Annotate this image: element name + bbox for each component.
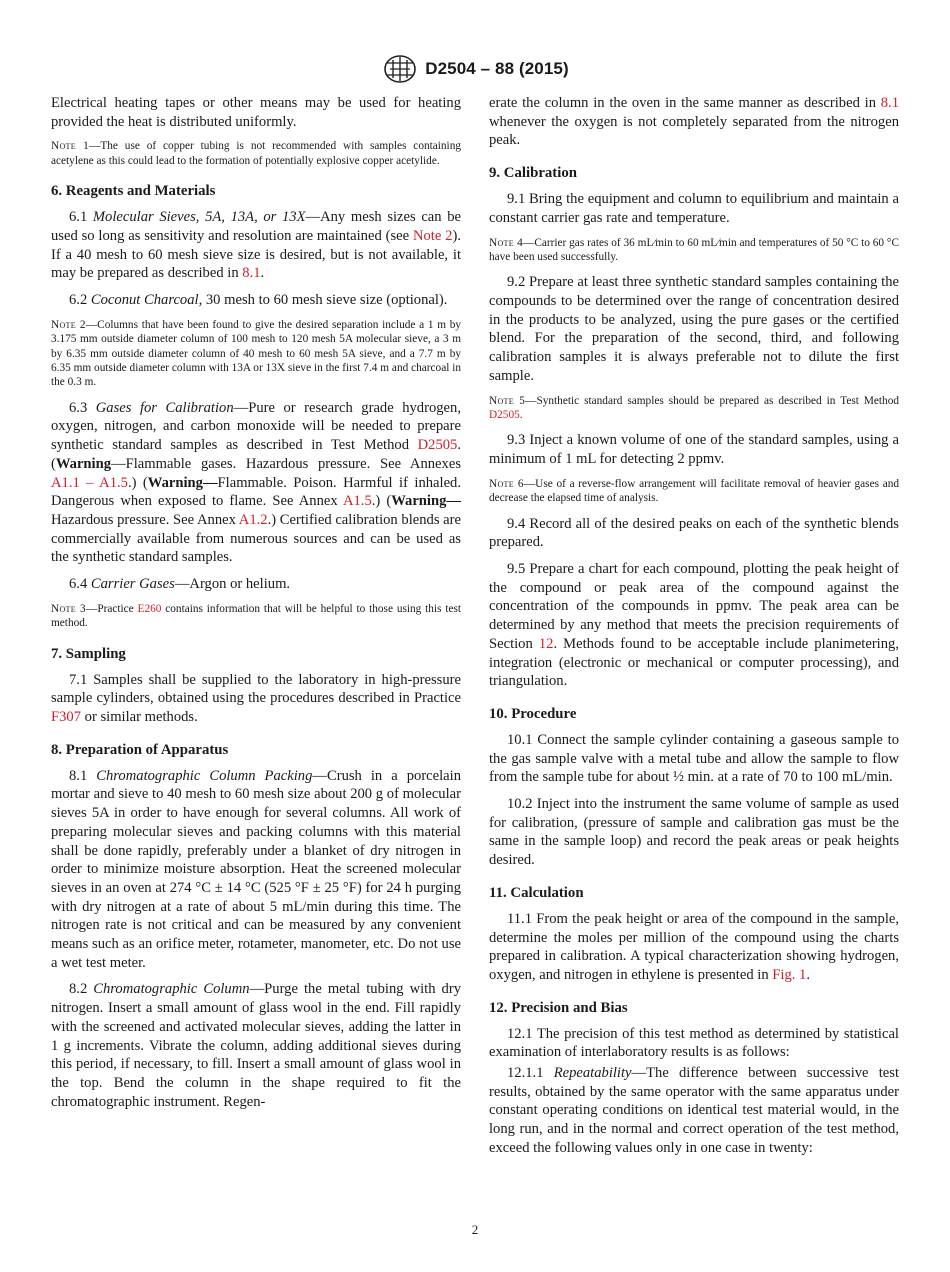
note-5-text-b: . [519, 408, 523, 421]
paragraph-6-4-number: 6.4 [69, 576, 91, 593]
paragraph-6-3-text-g: Hazardous pressure. See Annex [51, 511, 239, 528]
paragraph-7-1 [51, 671, 461, 727]
paragraph-10-2: 10.2 Inject into the instrument the same volume of sample as used for calibration, (pressure of sample and calibration gas must be the same in the sample loop) and record the peak areas or peak heights desired. [489, 796, 899, 869]
paragraph-8-1-number: 8.1 [69, 767, 97, 784]
paragraph-6-4-text: —Argon or helium. [174, 576, 291, 593]
page-header [0, 54, 950, 84]
paragraph-12-1-1-number: 12.1.1 [507, 1065, 554, 1082]
note-3-label: Note 3 [51, 602, 87, 615]
paragraph-6-1-number: 6.1 [69, 209, 93, 226]
note-2 [51, 318, 461, 390]
note-4-label: Note 4 [489, 236, 524, 249]
note-3-text-b: contains information that will be helpful to those using this test method. [51, 602, 462, 630]
note-5-label: Note 5 [489, 394, 526, 407]
paragraph-6-3-text-c: —Flammable gases. Hazardous pressure. See Annexes [111, 455, 461, 472]
note-5-text-a: —Synthetic standard samples should be prepared as described in Test Method [525, 394, 900, 407]
section-7-heading: 7. Sampling [51, 645, 126, 662]
paragraph-9-5-text-a: 9.5 Prepare a chart for each compound, plotting the peak height of the compound or peak area of the compound against the concentration of the compounds in ppmv. The peak area can be determined by any method that meets the precision requirements of Section [489, 560, 899, 652]
note-1-text: —The use of copper tubing is not recommended with samples containing acetylene as this could lead to the formation of potentially explosive copper acetylide. [51, 140, 461, 167]
link-d2505-note5[interactable]: D2505 [489, 408, 520, 421]
paragraph-11-1 [489, 910, 899, 985]
note-4-text: —Carrier gas rates of 36 mL⁄min to 60 mL⁄min and temperatures of 50 °C to 60 °C have been used successfully. [489, 236, 899, 263]
paragraph-9-3: 9.3 Inject a known volume of one of the standard samples, using a minimum of 1 mL for detecting 2 ppmv. [489, 432, 899, 468]
paragraph-12-1-1-title: Repeatability [553, 1065, 632, 1082]
note-3 [51, 602, 461, 631]
paragraph-9-4: 9.4 Record all of the desired peaks on each of the synthetic blends prepared. [489, 515, 899, 551]
link-d2505[interactable]: D2505 [417, 437, 458, 454]
warning-label-2: Warning— [147, 474, 218, 491]
paragraph-11-1-text-a: 11.1 From the peak height or area of the compound in the sample, determine the moles per million of the compound using the charts prepared in calibration. A typical characterization showing hydrogen, oxygen, and nitrogen in ethylene is presented in [489, 910, 899, 983]
paragraph-10-1: 10.1 Connect the sample cylinder containing a gaseous sample to the gas sample valve with a metal tube and allow the sample to flow from the sample tube for about ½ min. at a rate of 70 to 100 mL/min. [489, 731, 899, 786]
note-6-label: Note 6 [489, 477, 524, 490]
paragraph-8-2-number: 8.2 [69, 981, 94, 998]
link-e260[interactable]: E260 [137, 602, 162, 615]
paragraph-8-1-text: —Crush in a porcelain mortar and sieve to 40 mesh to 60 mesh size about 200 g of molecular sieves 5A in order to have enough for several columns. All work of preparing molecular sieves and packing columns with this material shall be done rapidly, preferably under a blanket of dry nitrogen in order to minimize moisture absorption. Heat the screened molecular sieves in an oven at 274 °C ± 14 °C (525 °F ± 25 °F) for 24 h purging with dry nitrogen at a rate of about 5 mL/min during this time. The nitrogen rate is not critical and can be measured by any convenient means such as an orifice meter, rotameter, manometer, etc. Do not use a wet test meter. [51, 767, 462, 971]
right-column [489, 94, 899, 1166]
paragraph-6-2-text: 30 mesh to 60 mesh sieve size (optional). [202, 292, 448, 309]
paragraph-9-2: 9.2 Prepare at least three synthetic standard samples containing the compounds to be determined over the range of concentration desired in the products to be analyzed, using the pure gases or the certified blend. For the preparation of the second, third, and following calibration samples it is always preferable not to dilute the first sample. [489, 274, 899, 384]
paragraph-6-1 [51, 208, 461, 283]
note-2-label: Note 2 [51, 318, 86, 331]
link-8-1-right[interactable]: 8.1 [880, 95, 899, 111]
paragraph-9-1: 9.1 Bring the equipment and column to equilibrium and maintain a constant carrier gas rate and temperature. [489, 191, 899, 226]
paragraph-6-3 [51, 399, 461, 567]
paragraph-8-1 [51, 767, 461, 973]
paragraph-12-1-1 [489, 1064, 899, 1158]
note-2-text: —Columns that have been found to give the desired separation include a 1 m by 3.175 mm outside diameter column of 100 mesh to 120 mesh 5A molecular sieve, a 3 m by 6.35 mm outside diameter column of 40 mesh to 60 mesh 5A sieve, and a 7.7 m by 6.35 mm outside diameter column with 13A or 13X sieve in the first 7.4 m and charcoal in the 0.3 m. [51, 318, 461, 389]
link-annex-a1-2[interactable]: A1.2 [238, 511, 268, 528]
paragraph-8-2-continued [489, 94, 899, 150]
paragraph-6-1-text-a: —Any mesh sizes can be used so long as sensitivity and resolution are maintained (see [51, 209, 461, 244]
paragraph-6-2-number: 6.2 [69, 292, 91, 309]
warning-label-1: Warning [55, 455, 112, 472]
link-fig-1[interactable]: Fig. 1 [772, 966, 807, 983]
paragraph-8-1-title: Chromatographic Column Packing [96, 767, 313, 784]
section-10-heading: 10. Procedure [489, 705, 577, 722]
section-12-heading: 12. Precision and Bias [489, 999, 628, 1016]
paragraph-12-1: 12.1 The precision of this test method as determined by statistical examination of interlaboratory results is as follows: [489, 1025, 899, 1061]
paragraph-9-5-text-b: . Methods found to be acceptable include planimetering, integration (electronic or mechanical or computer processing), and triangulation. [489, 635, 899, 690]
link-annex-a1-1-a1-5[interactable]: A1.1 – A1.5 [51, 474, 128, 491]
header-inner [381, 54, 568, 84]
note-3-text-a: —Practice [86, 602, 138, 615]
link-f307[interactable]: F307 [51, 709, 82, 726]
astm-logo-icon [381, 54, 419, 84]
section-8-heading: 8. Preparation of Apparatus [51, 741, 229, 758]
paragraph-6-3-text-f: .) ( [371, 493, 392, 510]
link-annex-a1-5[interactable]: A1.5 [342, 493, 372, 510]
note-1 [51, 139, 461, 168]
paragraph-6-1-text-c: . [260, 265, 265, 282]
link-note-2[interactable]: Note 2 [412, 227, 453, 244]
paragraph-6-3-text-h: .) Certified calibration blends are commercially available from numerous sources and can be used as the synthetic standard samples. [51, 511, 461, 566]
note-1-label: Note 1 [51, 140, 90, 153]
link-section-12[interactable]: 12 [538, 635, 554, 652]
paragraph-11-1-text-b: . [806, 966, 811, 983]
paragraph-6-1-title: Molecular Sieves, 5A, 13A, or 13X [92, 209, 306, 226]
paragraph-7-1-text-a: 7.1 Samples shall be supplied to the laboratory in high-pressure sample cylinders, obtained using the procedures described in Practice [51, 671, 461, 707]
paragraph-8-2-text: —Purge the metal tubing with dry nitrogen. Insert a small amount of glass wool in the end. Fill rapidly with the screened and activated molecular sieves, adding the latter in 1 g increments. Vibrate the column, adding additional sieves during this period, if necessary, to fill. Insert a small amount of glass wool in the top. Bend the column in the shape required to fit the chromatographic instrument. Regen- [51, 981, 461, 1110]
paragraph-8-2-title: Chromatographic Column [93, 981, 250, 998]
left-column [51, 94, 461, 1119]
paragraph-6-3-text-b: . ( [51, 437, 461, 472]
page-number: 2 [471, 1222, 479, 1237]
paragraph-6-1-text-b: ). If a 40 mesh to 60 mesh sieve size is desired, but is not available, it may be prepared as described in [51, 227, 461, 282]
note-6 [489, 477, 899, 506]
paragraph-12-1-1-text: —The difference between successive test results, obtained by the same operator with the same apparatus under constant operating conditions on identical test material would, in the long run, and in the normal and correct operation of the test method, exceed the following values only in one case in twenty: [489, 1065, 899, 1156]
paragraph-6-2-title: Coconut Charcoal, [90, 292, 203, 309]
section-11-heading: 11. Calculation [489, 884, 584, 901]
warning-label-3: Warning— [391, 493, 461, 510]
paragraph-6-3-text-a: —Pure or research grade hydrogen, oxygen, nitrogen, and carbon monoxide will be needed to prepare synthetic standard samples as described in Test Method [51, 399, 461, 454]
section-9-heading: 9. Calibration [489, 165, 577, 182]
paragraph-6-4 [51, 575, 461, 594]
paragraph-8-2 [51, 980, 461, 1111]
paragraph-9-5 [489, 560, 899, 691]
note-6-text: —Use of a reverse-flow arrangement will facilitate removal of heavier gases and decrease the elapsed time of analysis. [489, 477, 900, 505]
paragraph-6-2 [51, 291, 461, 310]
document-designation: D2504 – 88 (2015) [425, 59, 569, 78]
paragraph-6-3-text-d: .) ( [127, 474, 148, 491]
note-5 [489, 394, 899, 423]
paragraph-8-2-continued-text-a: erate the column in the oven in the same manner as described in [489, 95, 881, 111]
paragraph-7-1-text-b: or similar methods. [81, 709, 198, 726]
paragraph-6-3-text-e: Flammable. Poison. Harmful if inhaled. Dangerous when exposed to flame. See Annex [51, 474, 461, 510]
paragraph-6-4-title: Carrier Gases [90, 576, 175, 593]
note-4 [489, 236, 899, 265]
paragraph-8-2-continued-text-b: whenever the oxygen is not completely separated from the nitrogen peak. [489, 113, 899, 149]
link-8-1[interactable]: 8.1 [242, 265, 261, 282]
paragraph-6-3-number: 6.3 [69, 399, 96, 416]
section-6-heading: 6. Reagents and Materials [51, 183, 216, 200]
paragraph-heating-continued: Electrical heating tapes or other means may be used for heating provided the heat is distributed uniformly. [51, 95, 461, 130]
paragraph-6-3-title: Gases for Calibration [95, 399, 234, 416]
